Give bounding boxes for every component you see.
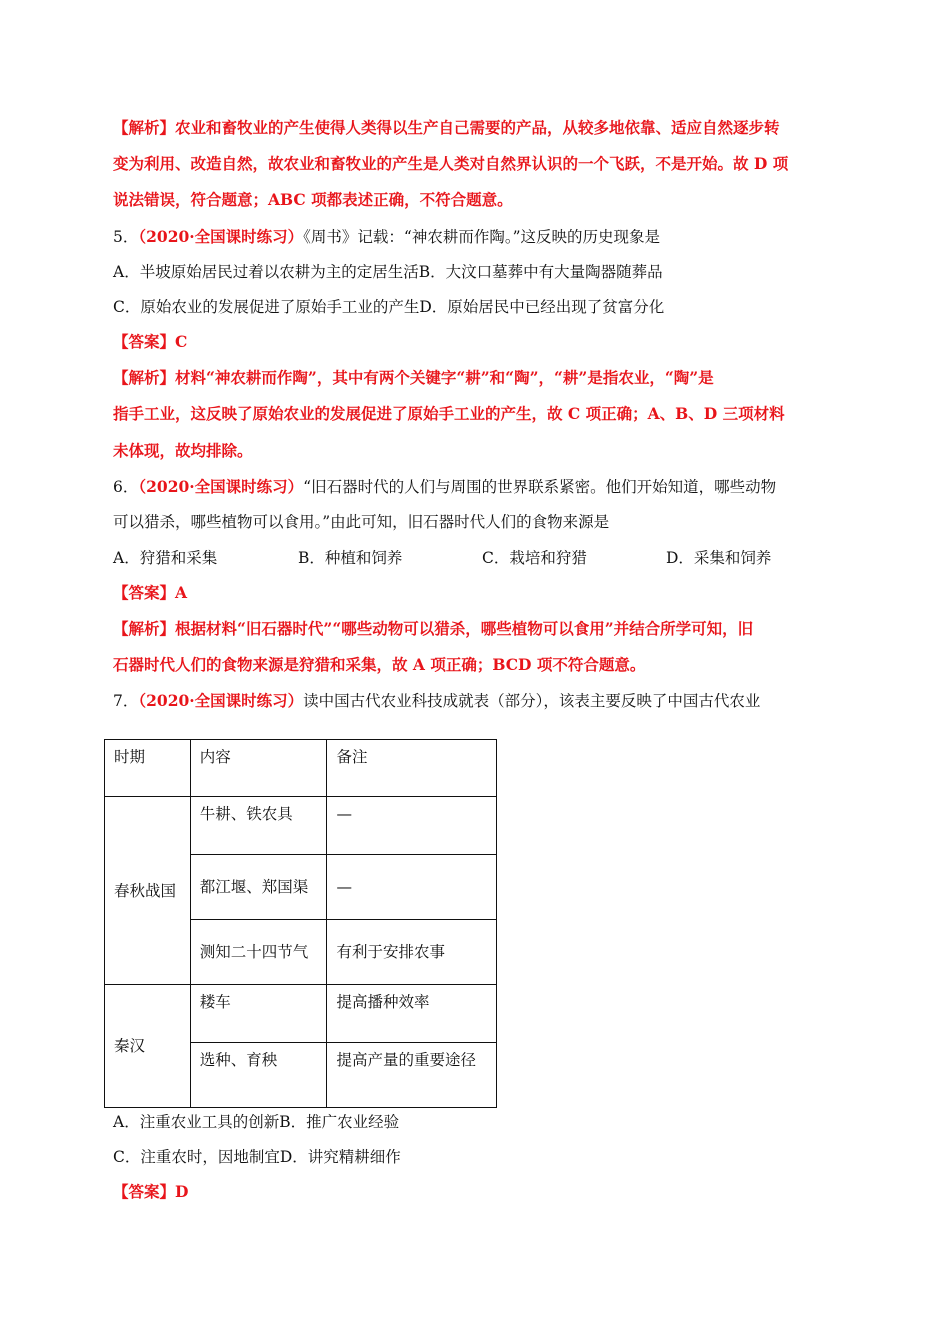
question-source: （2020·全国课时练习）: [138, 477, 304, 496]
table-cell: 测知二十四节气: [190, 920, 327, 985]
agri-achievements-table: [104, 739, 497, 1108]
option-b[interactable]: B．推广农业经验: [279, 1113, 400, 1131]
question-5-analysis: 未体现，故均排除。: [113, 441, 253, 460]
question-7-answer: 【答案】D: [113, 1182, 189, 1201]
analysis-line: 说法错误，符合题意；ABC 项都表述正确，不符合题意。: [113, 190, 513, 209]
question-5-stem: 5．（2020·全国课时练习）《周书》记载：“神农耕而作陶。”这反映的历史现象是: [113, 227, 661, 246]
table-header: 备注: [327, 740, 497, 797]
option-a[interactable]: A．狩猎和采集: [113, 549, 218, 567]
question-7-options-ab: [113, 1111, 843, 1133]
table-cell: —: [327, 855, 497, 920]
option-c[interactable]: C．栽培和狩猎: [482, 549, 587, 567]
table-row: [105, 985, 497, 1043]
question-source: （2020·全国课时练习）: [138, 227, 304, 246]
option-a[interactable]: A．注重农业工具的创新: [113, 1113, 280, 1131]
question-6-answer: 【答案】A: [113, 583, 188, 602]
option-d[interactable]: D．采集和饲养: [666, 549, 772, 567]
table-cell: —: [327, 797, 497, 855]
option-d[interactable]: D．原始居民中已经出现了贫富分化: [419, 298, 665, 316]
analysis-line: 【解析】农业和畜牧业的产生使得人类得以生产自己需要的产品，从较多地依靠、适应自然逐步转: [113, 118, 780, 137]
table-cell: 有利于安排农事: [327, 920, 497, 985]
option-c[interactable]: C．注重农时，因地制宜: [113, 1148, 280, 1166]
table-cell: 选种、育秧: [190, 1043, 327, 1108]
question-5-answer: 【答案】C: [113, 332, 188, 351]
question-7-options-cd: [113, 1146, 843, 1168]
option-a[interactable]: A．半坡原始居民过着以农耕为主的定居生活: [113, 263, 419, 281]
question-5-analysis: 指手工业，这反映了原始农业的发展促进了原始手工业的产生，故 C 项正确；A、B、D 三项材料: [113, 404, 785, 423]
question-5-options-cd: [113, 296, 843, 318]
option-d[interactable]: D．讲究精耕细作: [279, 1148, 401, 1166]
option-b[interactable]: B．种植和饲养: [298, 549, 403, 567]
table-cell: 耧车: [190, 985, 327, 1043]
option-b[interactable]: B．大汶口墓葬中有大量陶器随葬品: [418, 263, 663, 281]
table-period-cell: 秦汉: [105, 985, 191, 1108]
table-period-cell: 春秋战国: [105, 797, 191, 985]
table-row: [105, 797, 497, 855]
analysis-label: 【解析】: [113, 118, 176, 137]
question-6-stem: 6．（2020·全国课时练习）“旧石器时代的人们与周围的世界联系紧密。他们开始知道，哪些动物: [113, 477, 777, 496]
table-header-row: [105, 740, 497, 797]
question-6-analysis: 石器时代人们的食物来源是狩猎和采集，故 A 项正确；BCD 项不符合题意。: [113, 655, 646, 674]
question-6-stem: 可以猎杀，哪些植物可以食用。”由此可知，旧石器时代人们的食物来源是: [113, 513, 610, 531]
question-7-stem: 7．（2020·全国课时练习）读中国古代农业科技成就表（部分），该表主要反映了中国古代农业: [113, 691, 761, 710]
table-header: 时期: [105, 740, 191, 797]
question-source: （2020·全国课时练习）: [138, 691, 304, 710]
table-cell: 都江堰、郑国渠: [190, 855, 327, 920]
table-cell: 提高产量的重要途径: [327, 1043, 497, 1108]
analysis-line: 变为利用、改造自然，故农业和畜牧业的产生是人类对自然界认识的一个飞跃，不是开始。故 D 项: [113, 154, 789, 173]
table-cell: 牛耕、铁农具: [190, 797, 327, 855]
question-5-analysis: 【解析】材料“神农耕而作陶”，其中有两个关键字“耕”和“陶”，“耕”是指农业，“陶”是: [113, 368, 714, 387]
question-5-options-ab: [113, 261, 843, 283]
table-cell: 提高播种效率: [327, 985, 497, 1043]
option-c[interactable]: C．原始农业的发展促进了原始手工业的产生: [113, 298, 420, 316]
question-6-analysis: 【解析】根据材料“旧石器时代”“哪些动物可以猎杀，哪些植物可以食用”并结合所学可知，旧: [113, 619, 754, 638]
table-header: 内容: [190, 740, 327, 797]
